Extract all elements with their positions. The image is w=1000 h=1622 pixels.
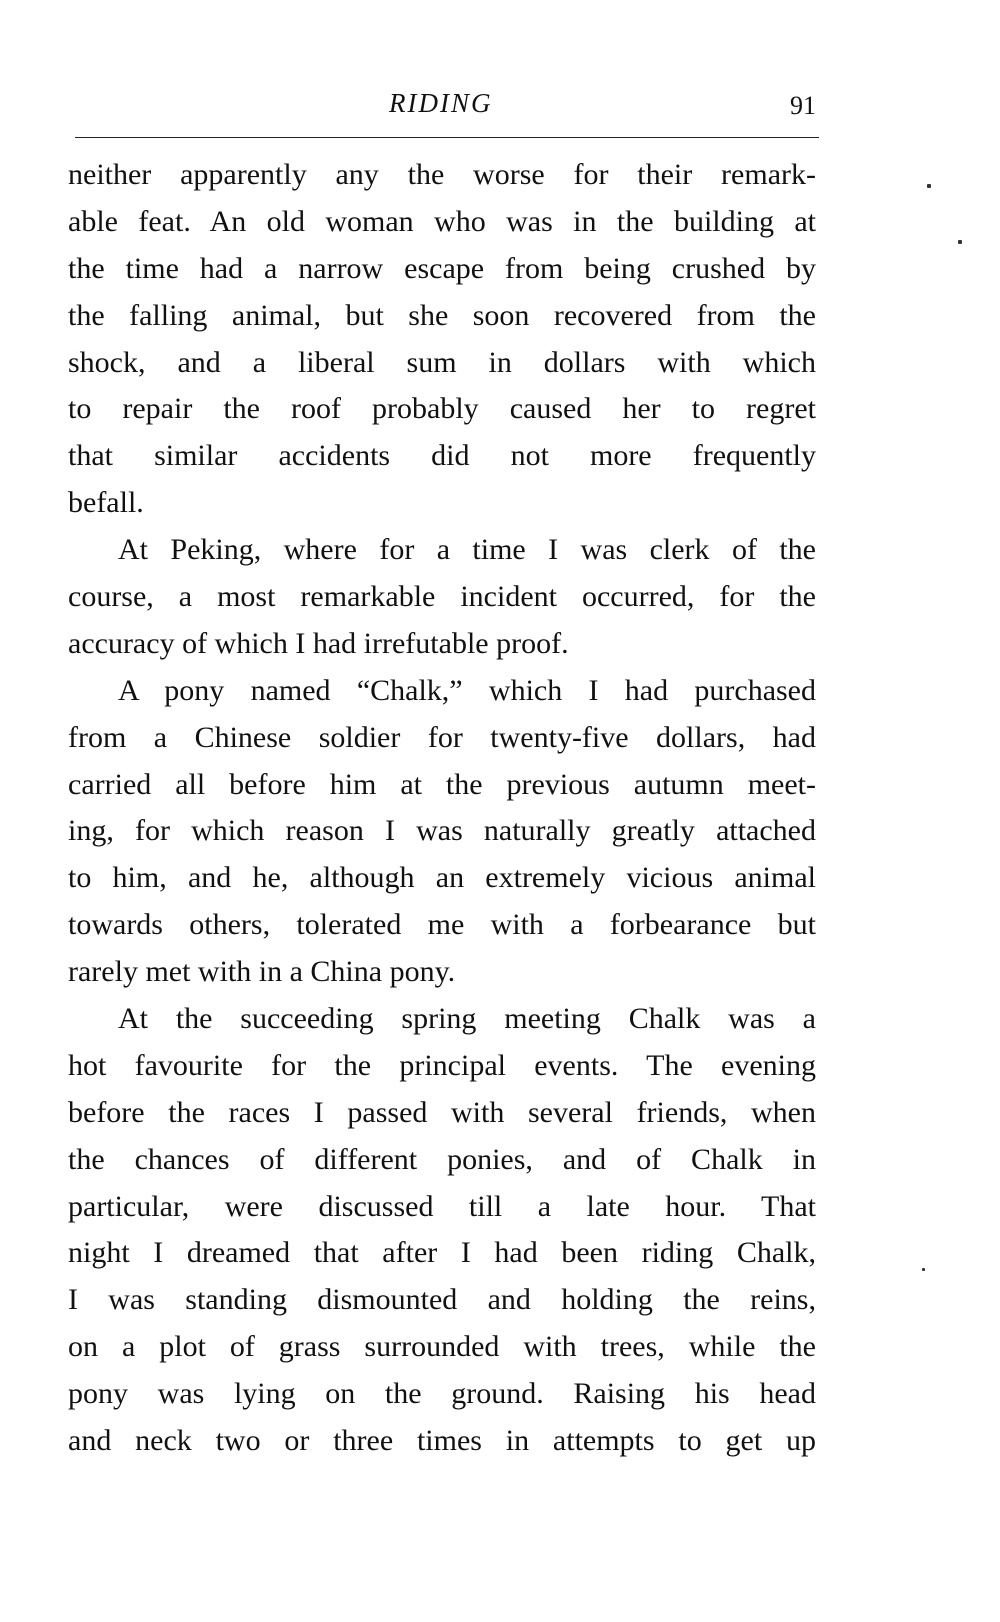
text-line: befall. [68,486,144,520]
text-line: and neck two or three times in attempts to get up [68,1424,816,1458]
text-line: to repair the roof probably caused her to regret [68,392,816,426]
text-line: A pony named “Chalk,” which I had purchased [118,673,816,707]
text-line: hot favourite for the principal events. The evening [68,1048,816,1082]
text-line: able feat. An old woman who was in the building at [68,204,816,238]
scan-speck [927,184,931,188]
page-number: 91 [790,91,816,120]
text-line: the falling animal, but she soon recovered from the [68,298,816,332]
text-line: night I dreamed that after I had been riding Chalk, [68,1236,816,1270]
running-head [0,88,1000,128]
text-line: course, a most remarkable incident occurred, for the [68,580,816,614]
scan-speck [922,1268,925,1271]
scan-speck [958,240,962,244]
text-line: accuracy of which I had irrefutable proof. [68,626,569,660]
text-line: on a plot of grass surrounded with trees, while the [68,1330,816,1364]
text-line: shock, and a liberal sum in dollars with which [68,345,816,379]
text-line: before the races I passed with several friends, when [68,1095,816,1129]
text-line: pony was lying on the ground. Raising his head [68,1377,816,1411]
body-text [68,152,816,1465]
text-line: the time had a narrow escape from being crushed by [68,251,816,285]
text-line: from a Chinese soldier for twenty-five dollars, had [68,720,816,754]
text-line: carried all before him at the previous autumn meet- [68,767,816,801]
text-line: to him, and he, although an extremely vicious animal [68,861,816,895]
text-line: ing, for which reason I was naturally greatly attached [68,814,816,848]
header-rule [75,137,819,138]
text-line: neither apparently any the worse for their remark- [68,158,816,191]
text-line: towards others, tolerated me with a forbearance but [68,908,816,942]
text-line: At the succeeding spring meeting Chalk was a [118,1002,816,1036]
text-line: rarely met with in a China pony. [68,955,456,989]
text-line: At Peking, where for a time I was clerk of the [118,533,816,567]
text-line: that similar accidents did not more frequently [68,439,816,473]
running-head-title: RIDING [389,88,493,118]
text-line: the chances of different ponies, and of Chalk in [68,1142,816,1176]
text-line: I was standing dismounted and holding the reins, [68,1283,816,1317]
text-line: particular, were discussed till a late hour. That [68,1189,816,1223]
